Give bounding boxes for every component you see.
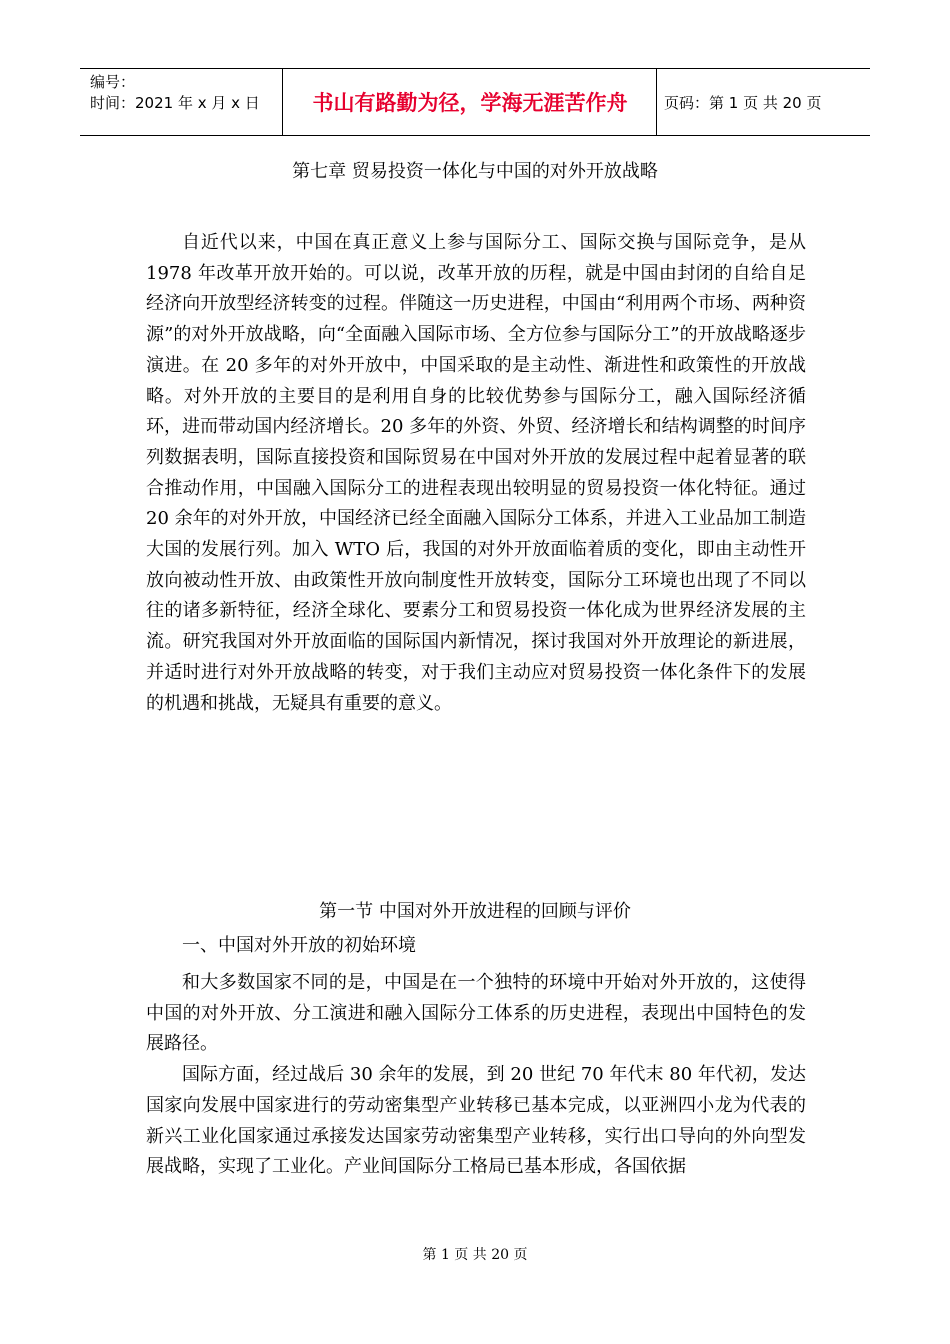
subheading: 一、中国对外开放的初始环境 [182,935,416,956]
page-footer: 第 1 页 共 20 页 [422,1247,528,1263]
header-page-info: 页码：第 1 页 共 20 页 [664,93,822,112]
section-body [146,968,806,1183]
intro-paragraph: 自近代以来，中国在真正意义上参与国际分工、国际交换与国际竞争，是从 1978 年改革开放开始的。可以说，改革开放的历程，就是中国由封闭的自给自足经济向开放型经济转变的过程。伴随这一历史进程，中国由“利用两个市场、两种资源”的对外开放战略，向“全面融入国际市场、全方位参与国际分工”的开放战略逐步演进。在 20 多年的对外开放中，中国采取的是主动性、渐进性和政策性的开放战略。对外开放的主要目的是利用自身的比较优势参与国际分工，融入国际经济循环，进而带动国内经济增长。20 多年的外资、外贸、经济增长和结构调整的时间序列数据表明，国际直接投资和国际贸易在中国对外开放的发展过程中起着显著的联合推动作用，中国融入国际分工的进程表现出较明显的贸易投资一体化特征。通过 20 余年的对外开放，中国经济已经全面融入国际分工体系，并进入工业品加工制造大国的发展行列。加入 WTO 后，我国的对外开放面临着质的变化，即由主动性开放向被动性开放、由政策性开放向制度性开放转变，国际分工环境也出现了不同以往的诸多新特征，经济全球化、要素分工和贸易投资一体化成为世界经济发展的主流。研究我国对外开放面临的国际国内新情况，探讨我国对外开放理论的新进展，并适时进行对外开放战略的转变，对于我们主动应对贸易投资一体化条件下的发展的机遇和挑战，无疑具有重要的意义。 [146,232,806,714]
intro-section [146,228,806,719]
header-divider-left [282,69,283,135]
header-divider-right [656,69,657,135]
body-paragraph: 和大多数国家不同的是，中国是在一个独特的环境中开始对外开放的，这使得中国的对外开放、分工演进和融入国际分工体系的历史进程，表现出中国特色的发展路径。 [146,972,806,1055]
serial-number-label: 编号： [90,73,136,91]
document-header [80,68,870,136]
chapter-title: 第七章 贸易投资一体化与中国的对外开放战略 [292,161,658,182]
header-meta [90,72,260,114]
section-title: 第一节 中国对外开放进程的回顾与评价 [319,901,631,922]
header-motto: 书山有路勤为径，学海无涯苦作舟 [312,91,628,115]
date-label: 时间：2021 年 x 月 x 日 [90,94,260,112]
body-paragraph: 国际方面，经过战后 30 余年的发展，到 20 世纪 70 年代末 80 年代初，发达国家向发展中国家进行的劳动密集型产业转移已基本完成，以亚洲四小龙为代表的新兴工业化国家通过承接发达国家劳动密集型产业转移，实行出口导向的外向型发展战略，实现了工业化。产业间国际分工格局已基本形成，各国依据 [146,1064,806,1178]
